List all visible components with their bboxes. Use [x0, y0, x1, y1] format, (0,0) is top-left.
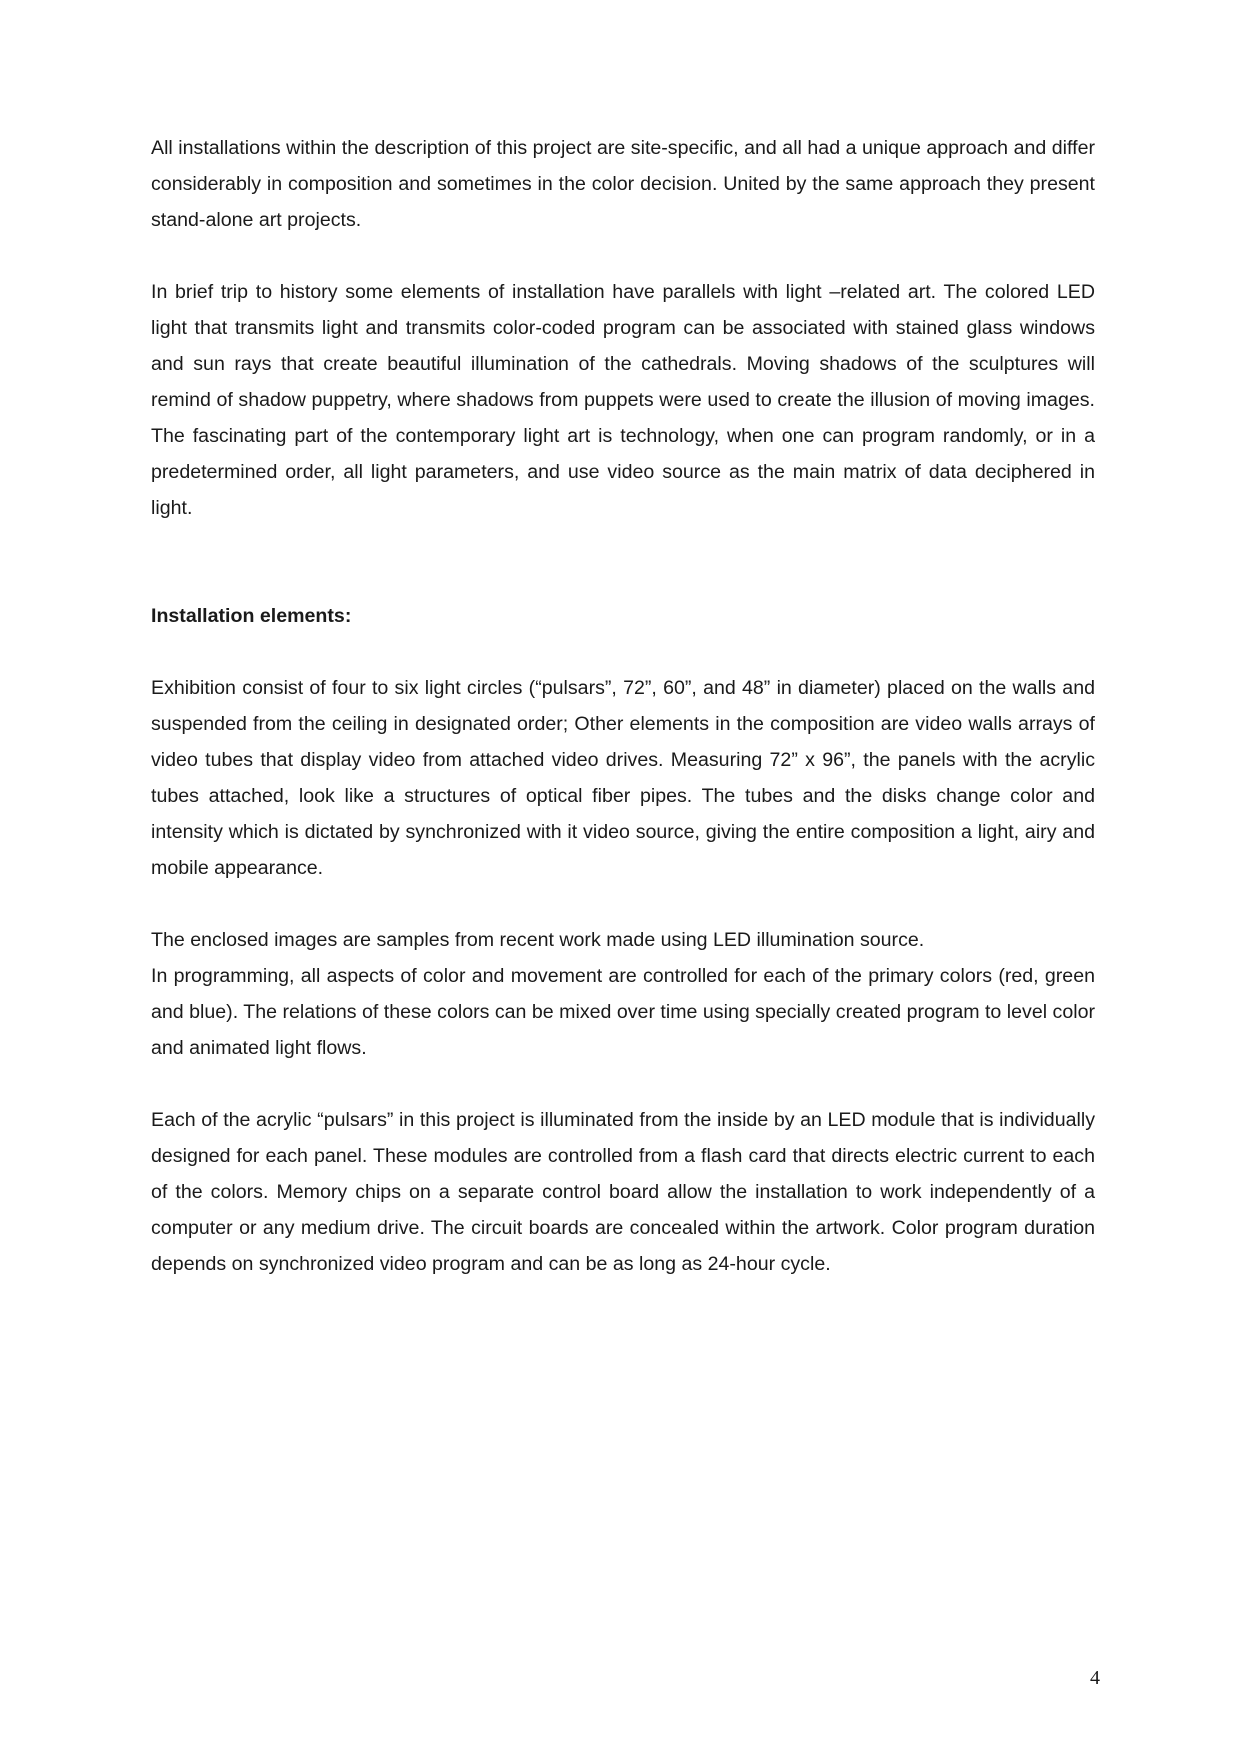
- page-number: 4: [1090, 1667, 1100, 1689]
- paragraph-enclosed-images: The enclosed images are samples from recent work made using LED illumination source.: [151, 929, 925, 951]
- paragraph-spacer: [151, 634, 1095, 670]
- page-body: [151, 130, 1095, 1282]
- paragraph-site-specific: All installations within the description of this project are site-specific, and all had a unique approach and differ considerably in composition and sometimes in the color decision. United by the same approach they present stand-alone art projects.: [151, 137, 1095, 231]
- section-spacer: [151, 526, 1095, 598]
- paragraph-programming: In programming, all aspects of color and movement are controlled for each of the primary colors (red, green and blue). The relations of these colors can be mixed over time using specially created program to level color and animated light flows.: [151, 965, 1095, 1059]
- paragraph-spacer: [151, 1066, 1095, 1102]
- paragraph-exhibition: Exhibition consist of four to six light circles (“pulsars”, 72”, 60”, and 48” in diameter) placed on the walls and suspended from the ceiling in designated order; Other elements in the composition are video walls arrays of video tubes that display video from attached video drives. Measuring 72” x 96”, the panels with the acrylic tubes attached, look like a structures of optical fiber pipes. The tubes and the disks change color and intensity which is dictated by synchronized with it video source, giving the entire composition a light, airy and mobile appearance.: [151, 677, 1095, 879]
- paragraph-spacer: [151, 238, 1095, 274]
- paragraph-pulsars: Each of the acrylic “pulsars” in this project is illuminated from the inside by an LED module that is individually designed for each panel. These modules are controlled from a flash card that directs electric current to each of the colors. Memory chips on a separate control board allow the installation to work independently of a computer or any medium drive. The circuit boards are concealed within the artwork. Color program duration depends on synchronized video program and can be as long as 24-hour cycle.: [151, 1109, 1095, 1275]
- section-heading: Installation elements:: [151, 605, 352, 627]
- paragraph-spacer: [151, 886, 1095, 922]
- paragraph-history: In brief trip to history some elements of installation have parallels with light –related art. The colored LED light that transmits light and transmits color-coded program can be associated with stained glass windows and sun rays that create beautiful illumination of the cathedrals. Moving shadows of the sculptures will remind of shadow puppetry, where shadows from puppets were used to create the illusion of moving images. The fascinating part of the contemporary light art is technology, when one can program randomly, or in a predetermined order, all light parameters, and use video source as the main matrix of data deciphered in light.: [151, 281, 1095, 519]
